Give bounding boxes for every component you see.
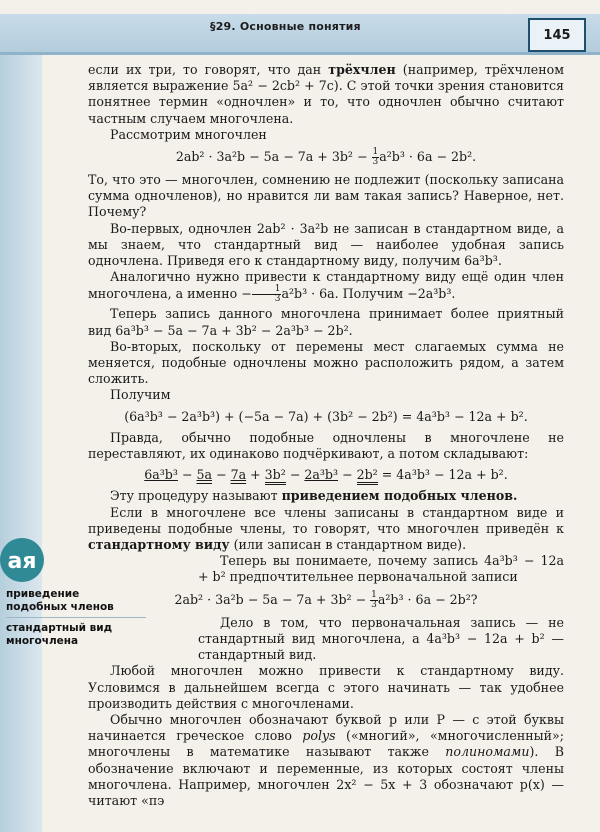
numerator: 1: [372, 147, 379, 158]
paragraph: [88, 488, 564, 504]
paragraph: Во-первых, одночлен 2ab² · 3a²b не записан в стандартном виде, а мы знаем, что стандартный вид — наиболее удобная запись одночлена. Приведя его к стандартному виду, получим 6a³b³.: [88, 220, 564, 269]
text: a²b³ · 6a − 2b².: [379, 149, 477, 165]
paragraph: Правда, обычно подобные одночлены в многочлене не переставляют, их одинаково подчёркивают, а потом складывают:: [88, 429, 564, 462]
term-standard-form: стандартному виду: [88, 537, 230, 553]
term: 3b²: [265, 467, 286, 485]
term: 7a: [230, 467, 247, 483]
fraction: [252, 285, 282, 304]
paragraph: Рассмотрим многочлен: [110, 126, 267, 142]
margin-term-line: стандартный вид: [6, 622, 113, 634]
text: a²b³ · 6a. Получим −2a³b³.: [281, 286, 456, 302]
fraction: [370, 591, 378, 610]
text: (например, трёхчленом является выражение 5a² − 2cb² + 7c). С этой точки зрения становится понятнее термин «одночлен» и то, что одночлен обычно считают частным случаем многочлена.: [88, 62, 564, 126]
paragraph: Теперь вы понимаете, почему запись 4a³b³ − 12a + b² предпочтительнее первоначальной записи: [198, 553, 564, 585]
formula: (6a³b³ − 2a³b³) + (−5a − 7a) + (3b² − 2b²) = 4a³b³ − 12a + b².: [124, 408, 528, 424]
term-like-terms: приведением подобных членов.: [281, 488, 518, 504]
text: = 4a³b³ − 12a + b².: [377, 467, 508, 483]
text: Аналогично нужно привести к стандартному виду ещё один член многочлена, а именно −: [88, 269, 564, 302]
operator: −: [212, 467, 231, 483]
term-trinomial: трёхчлен: [328, 62, 396, 77]
numerator: 1: [371, 589, 377, 600]
term: 6a³b³: [144, 467, 178, 483]
margin-term-line: многочлена: [6, 635, 79, 647]
operator: −: [285, 467, 305, 483]
text: 2ab² · 3a²b − 5a − 7a + 3b² −: [174, 591, 371, 607]
paragraph: То, что это — многочлен, сомнению не подлежит (поскольку записана сумма одночленов), но нравится ли вам такая запись? Наверное, нет. Почему?: [88, 172, 564, 220]
text: Если в многочлене все члены записаны в стандартном виде и приведены подобные члены, то говорят, что многочлен приведён к: [88, 504, 564, 536]
formula: [88, 148, 564, 167]
text: («многий», «многочисленный»; многочлены в математике называют также: [88, 728, 564, 760]
denominator: 3: [274, 294, 281, 305]
paragraph: Теперь запись данного многочлена принимает более приятный вид 6a³b³ − 5a − 7a + 3b² − 2a³b³ − 2b².: [88, 306, 564, 338]
paragraph: Дело в том, что первоначальная запись — не стандартный вид многочлена, а 4a³b³ − 12a + b² — стандартный вид.: [198, 614, 564, 663]
operator: −: [338, 467, 357, 483]
formula-underlined: [88, 467, 564, 483]
word-polys: polys: [302, 728, 336, 744]
definition-badge-icon: [0, 538, 44, 582]
text: если их три, то говорят, что дан: [88, 62, 329, 77]
section-title: §29. Основные понятия: [210, 20, 361, 33]
paragraph: Во-вторых, поскольку от перемены мест слагаемых сумма не меняется, подобные одночлены можно расположить рядом, а затем сложить.: [88, 338, 564, 387]
term: 2a³b³: [304, 467, 339, 483]
paragraph: [88, 62, 564, 127]
text: a²b³ · 6a − 2b²?: [377, 591, 478, 607]
paragraph: Любой многочлен можно привести к стандартному виду. Условимся в дальнейшем всегда с этого начинать — так удобнее производить действия с многочленами.: [88, 663, 564, 711]
denominator: 3: [372, 157, 379, 168]
page-body: [88, 62, 564, 809]
term: 2b²: [357, 467, 378, 485]
badge-letters: ая: [7, 549, 37, 574]
margin-term-line: приведение: [6, 588, 80, 600]
text: ). В обозначение включают и переменные, из которых состоят члены многочлена. Например, многочлен 2x² − 5x + 3 обозначают p(x) — читают «пэ: [88, 744, 564, 808]
paragraph: [88, 712, 564, 809]
denominator: 3: [371, 599, 377, 610]
word-polynomials: полиномами: [445, 744, 530, 760]
numerator: 1: [252, 285, 282, 295]
text: (или записан в стандартном виде).: [229, 537, 467, 553]
formula: [88, 591, 564, 610]
margin-band: [0, 55, 42, 832]
term: 5a: [196, 467, 213, 483]
operator: +: [246, 467, 265, 483]
text: Эту процедуру называют: [110, 488, 282, 504]
paragraph: [88, 269, 564, 304]
header-rule: [0, 52, 600, 55]
operator: −: [177, 467, 197, 483]
margin-term-line: подобных членов: [6, 601, 114, 613]
paragraph: Получим: [110, 387, 171, 403]
text: 2ab² · 3a²b − 5a − 7a + 3b² −: [175, 149, 372, 165]
paragraph: [88, 505, 564, 554]
text: Обычно многочлен обозначают буквой p или P — с этой буквы начинается греческое слово: [88, 711, 564, 744]
page-number: 145: [528, 18, 586, 52]
